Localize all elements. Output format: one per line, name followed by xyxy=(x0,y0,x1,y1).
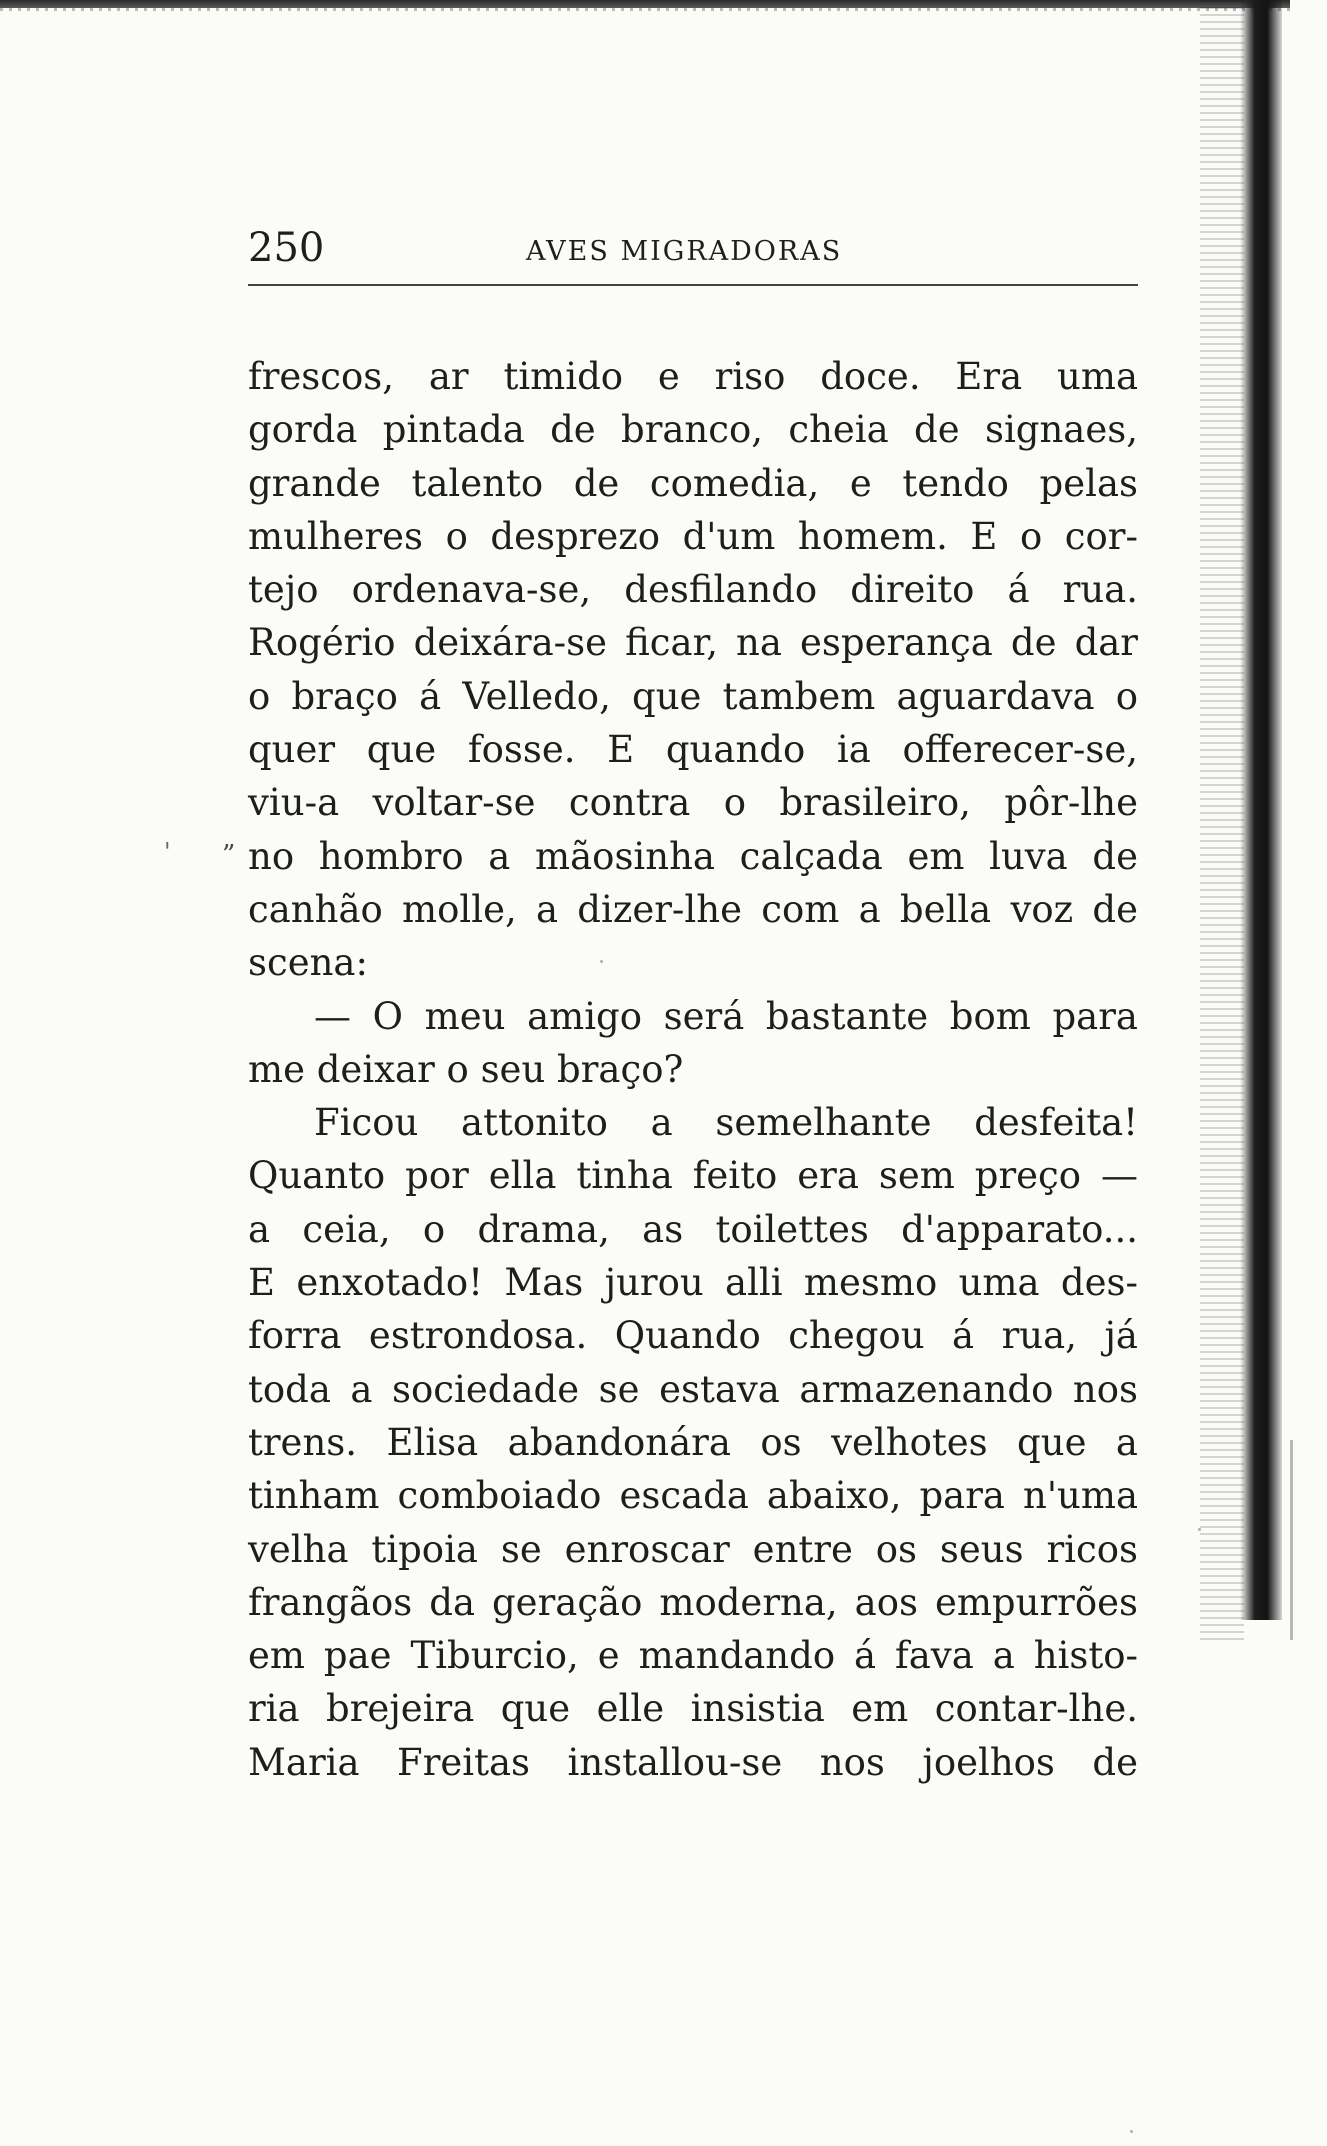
text-line: gorda pintada de branco, cheia de signaes, xyxy=(248,408,1138,452)
text-line: toda a sociedade se estava armazenando nos xyxy=(248,1367,1138,1411)
page-number: 250 xyxy=(248,225,325,271)
text-line: velha tipoia se enroscar entre os seus ricos xyxy=(248,1527,1138,1571)
binding-speckle xyxy=(1200,0,1244,1640)
text-line: ria brejeira que elle insistia em contar-lhe. xyxy=(248,1687,1138,1731)
text-line: quer que fosse. E quando ia offerecer-se, xyxy=(248,728,1138,772)
text-line: E enxotado! Mas jurou alli mesmo uma des- xyxy=(248,1261,1138,1305)
paper-speck xyxy=(600,960,603,963)
text-line: a ceia, o drama, as toilettes d'apparato... xyxy=(248,1207,1138,1251)
text-line: frangãos da geração moderna, aos empurrões xyxy=(248,1580,1138,1624)
text-line: forra estrondosa. Quando chegou á rua, já xyxy=(248,1314,1138,1358)
text-line: tinham comboiado escada abaixo, para n'uma xyxy=(248,1474,1138,1518)
header-rule xyxy=(248,284,1138,286)
text-line: me deixar o seu braço? xyxy=(248,1047,684,1091)
text-line: scena: xyxy=(248,941,368,985)
page-header xyxy=(248,218,1138,278)
text-line: Quanto por ella tinha feito era sem preço — xyxy=(248,1154,1138,1198)
text-line: o braço á Velledo, que tambem aguardava o xyxy=(248,674,1138,718)
text-line: em pae Tiburcio, e mandando á fava a histo- xyxy=(248,1634,1138,1678)
top-edge-dots xyxy=(0,8,1290,11)
text-line: tejo ordenava-se, desfilando direito á rua. xyxy=(248,568,1138,612)
text-line: Maria Freitas installou-se nos joelhos de xyxy=(248,1740,1138,1784)
binding-shadow xyxy=(1240,0,1282,1620)
text-line: grande talento de comedia, e tendo pelas xyxy=(248,461,1138,505)
text-line: Rogério deixára-se ficar, na esperança de dar xyxy=(248,621,1138,665)
text-line: frescos, ar timido e riso doce. Era uma xyxy=(248,355,1138,398)
margin-tick: ' xyxy=(164,838,171,866)
text-line: trens. Elisa abandonára os velhotes que a xyxy=(248,1420,1138,1464)
body-text xyxy=(248,350,1138,1789)
text-line: viu-a voltar-se contra o brasileiro, pôr-lhe xyxy=(248,781,1138,825)
paper-speck xyxy=(1130,2130,1133,2133)
running-head: AVES MIGRADORAS xyxy=(526,236,843,267)
text-line: canhão molle, a dizer-lhe com a bella voz de xyxy=(248,887,1138,931)
text-line: Ficou attonito a semelhante desfeita! xyxy=(314,1101,1138,1145)
text-line: no hombro a mãosinha calçada em luva de xyxy=(248,834,1138,878)
binding-edge xyxy=(1290,1440,1293,1640)
top-edge-bar xyxy=(0,0,1290,8)
text-line: — O meu amigo será bastante bom para xyxy=(314,994,1138,1038)
margin-mark: ” xyxy=(222,840,236,870)
text-line: mulheres o desprezo d'um homem. E o cor- xyxy=(248,514,1138,558)
paper-speck xyxy=(1198,1528,1201,1531)
